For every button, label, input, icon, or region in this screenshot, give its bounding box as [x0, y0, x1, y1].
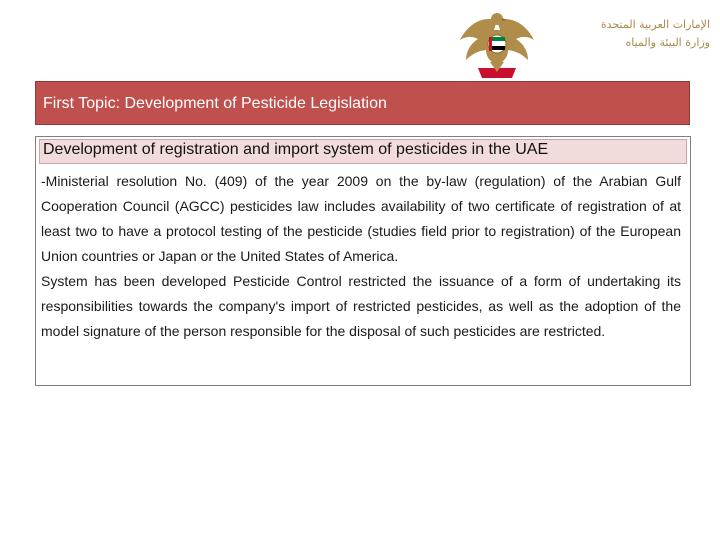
- ministry-name: [601, 16, 710, 52]
- country-name-arabic: الإمارات العربية المتحدة: [600, 18, 710, 31]
- paragraph-control-system: System has been developed Pesticide Control restricted the issuance of a form of undertaking its responsibilities towards the company's import of restricted pesticides, as well as the adoption of the model signature of the person responsible for the disposal of such pesticides are restricted.: [41, 273, 681, 339]
- topic-title: First Topic: Development of Pesticide Legislation: [43, 95, 387, 112]
- content-heading: Development of registration and import system of pesticides in the UAE: [43, 141, 549, 158]
- topic-banner: [35, 81, 690, 125]
- ministry-logo: [452, 6, 720, 84]
- ministry-name-arabic: وزارة البيئة والمياه: [625, 36, 710, 49]
- content-heading-bar: [39, 139, 687, 164]
- content-box: [35, 136, 691, 386]
- uae-falcon-emblem-icon: [452, 6, 542, 84]
- content-body: [41, 169, 681, 344]
- paragraph-ministerial-resolution: -Ministerial resolution No. (409) of the year 2009 on the by-law (regulation) of the Arabian Gulf Cooperation Council (AGCC) pesticides law includes availability of two certificate of registration of at least two to have a protocol testing of the pesticide (studies field prior to registration) of the European Union countries or Japan or the United States of America.: [41, 173, 681, 264]
